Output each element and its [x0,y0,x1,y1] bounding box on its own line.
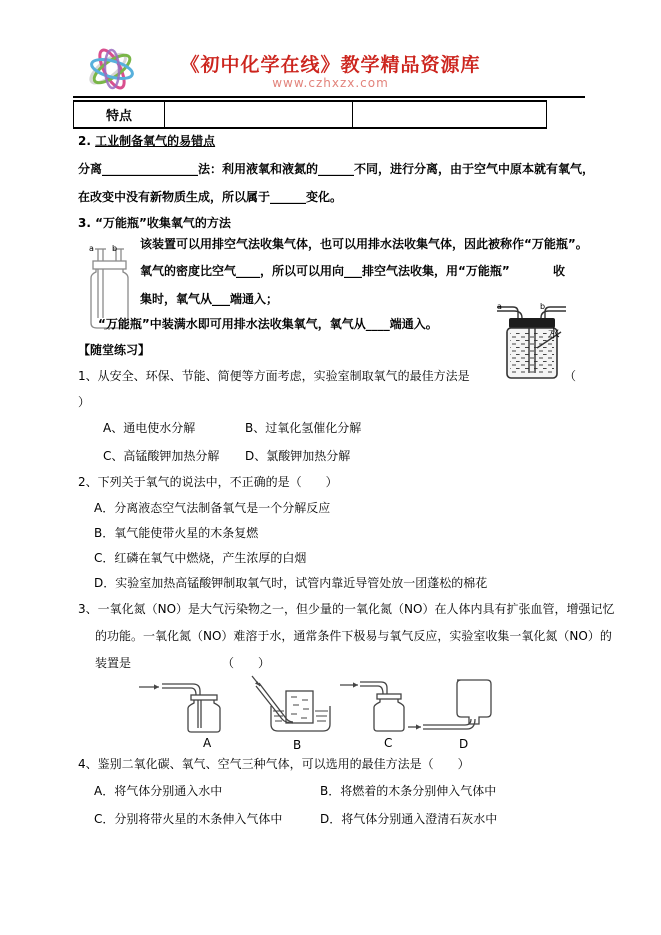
section2-heading [78,134,215,148]
apparatus-label-a: A [203,736,212,750]
practice-header: 【随堂练习】 [78,343,151,357]
section2-heading-text: 工业制备氧气的易错点 [95,134,216,148]
section3-para-line2-tail: 收 [553,264,566,278]
bottle1-port-a-label: a [89,244,94,253]
apparatus-label-d: D [459,737,469,751]
q3-line1: 3、一氧化氮（NO）是大气污染物之一，但少量的一氧化氮（NO）在人体内具有扩张血管，增强记忆 [78,602,615,616]
section3-para-line3: 集时，氧气从___端通入； [140,292,279,306]
q1-option-b: B、过氧化氢催化分解 [245,421,362,435]
q1-bracket-close: ） [78,395,91,409]
section2-line2: 在改变中没有新物质生成，所以属于______变化。 [78,190,343,204]
table-cell-blank-2 [353,102,546,127]
q2-option-b: B．氧气能使带火星的木条复燃 [94,526,259,540]
section2-heading-number: 2. [78,134,96,148]
q2-stem: 2、下列关于氧气的说法中，不正确的是（ ） [78,475,338,489]
header-divider [73,96,585,98]
q4-option-c: C．分别将带火星的木条伸入气体中 [94,812,283,826]
q1-option-d: D、氯酸钾加热分解 [245,449,351,463]
bottle2-water-label: 水 [548,326,560,340]
gas-collection-apparatus-diagrams [135,675,530,737]
q1-stem: 1、从安全、环保、节能、简便等方面考虑，实验室制取氧气的最佳方法是 [78,369,470,383]
table-cell-label: 特点 [74,102,165,127]
q4-option-a: A．将气体分别通入水中 [94,784,223,798]
table-cell-blank-1 [165,102,353,127]
section3-para-line1: 该装置可以用排空气法收集气体，也可以用排水法收集气体，因此被称作“万能瓶”。 [140,237,588,251]
q4-option-d: D．将气体分别通入澄清石灰水中 [320,812,498,826]
bottle2-port-b-label: b [540,302,546,311]
apparatus-label-c: C [384,736,393,750]
section2-line1: 分离________________法：利用液氧和液氮的______不同，进行分离，由于空气中原本就有氧气， [78,162,595,176]
q1-bracket-open: （ [564,369,577,383]
section3-water-line: “万能瓶”中装满水即可用排水法收集氧气，氧气从____端通入。 [98,317,438,331]
q4-stem: 4、鉴别二氧化碳、氧气、空气三种气体，可以选用的最佳方法是（ ） [78,757,470,771]
q3-line2: 的功能。一氧化氮（NO）难溶于水，通常条件下极易与氧气反应，实验室收集一氧化氮（NO）的 [95,629,612,643]
q2-option-a: A．分离液态空气法制备氧气是一个分解反应 [94,501,331,515]
q2-option-c: C．红磷在氧气中燃烧，产生浓厚的白烟 [94,551,307,565]
q3-line3-bracket: （ ） [222,656,271,670]
q4-option-b: B．将燃着的木条分别伸入气体中 [320,784,497,798]
section3-para-line2: 氧气的密度比空气____，所以可以用向___排空气法收集，用“万能瓶” [140,264,510,278]
site-title: 《初中化学在线》教学精品资源库 [180,54,481,76]
q1-option-a: A、通电使水分解 [103,421,196,435]
q1-option-c: C、高锰酸钾加热分解 [103,449,220,463]
q2-option-d: D．实验室加热高锰酸钾制取氧气时，试管内靠近导管处放一团蓬松的棉花 [94,576,488,590]
q3-line3-text: 装置是 [95,656,132,670]
section3-heading [78,216,231,230]
section3-heading-number: 3. [78,216,96,230]
characteristics-table [73,100,547,129]
water-filled-bottle-diagram [493,300,573,382]
bottle1-port-b-label: b [112,244,118,253]
apparatus-label-b: B [293,738,302,752]
bottle2-port-a-label: a [497,302,502,311]
section3-heading-text: “万能瓶”收集氧气的方法 [95,216,231,230]
site-url: www.czhxzx.com [272,76,389,90]
